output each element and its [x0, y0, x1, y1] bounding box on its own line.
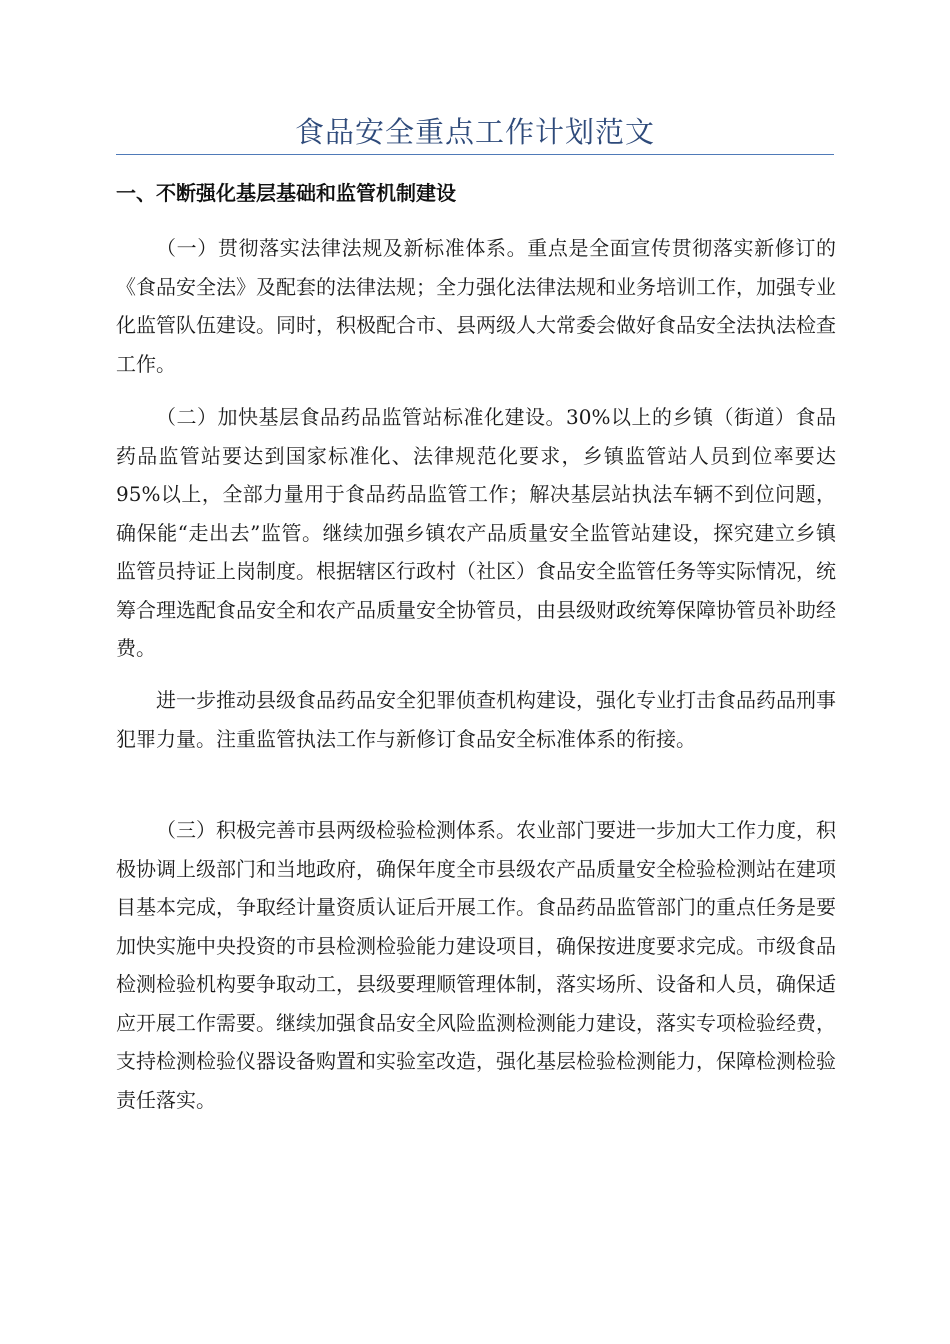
section-heading: 一、不断强化基层基础和监管机制建设 [116, 181, 456, 205]
title-underline [116, 154, 834, 155]
paragraph-2: （二）加快基层食品药品监管站标准化建设。30%以上的乡镇（街道）食品药品监管站要达到国家标准化、法律规范化要求，乡镇监管站人员到位率要达95%以上，全部力量用于食品药品监管工作；解决基层站执法车辆不到位问题，确保能“走出去”监管。继续加强乡镇农产品质量安全监管站建设，探究建立乡镇监管员持证上岗制度。根据辖区行政村（社区）食品安全监管任务等实际情况，统筹合理选配食品安全和农产品质量安全协管员，由县级财政统筹保障协管员补助经费。 [116, 405, 836, 660]
paragraph-4: （三）积极完善市县两级检验检测体系。农业部门要进一步加大工作力度，积极协调上级部门和当地政府，确保年度全市县级农产品质量安全检验检测站在建项目基本完成，争取经计量资质认证后开展工作。食品药品监管部门的重点任务是要加快实施中央投资的市县检测检验能力建设项目，确保按进度要求完成。市级食品检测检验机构要争取动工，县级要理顺管理体制，落实场所、设备和人员，确保适应开展工作需要。继续加强食品安全风险监测检测能力建设，落实专项检验经费，支持检测检验仪器设备购置和实验室改造，强化基层检验检测能力，保障检测检验责任落实。 [116, 818, 836, 1112]
paragraph-3: 进一步推动县级食品药品安全犯罪侦查机构建设，强化专业打击食品药品刑事犯罪力量。注重监管执法工作与新修订食品安全标准体系的衔接。 [116, 688, 836, 751]
document-title: 食品安全重点工作计划范文 [294, 115, 655, 149]
paragraph-1: （一）贯彻落实法律法规及新标准体系。重点是全面宣传贯彻落实新修订的《食品安全法》及配套的法律法规；全力强化法律法规和业务培训工作，加强专业化监管队伍建设。同时，积极配合市、县两级人大常委会做好食品安全法执法检查工作。 [116, 236, 836, 376]
